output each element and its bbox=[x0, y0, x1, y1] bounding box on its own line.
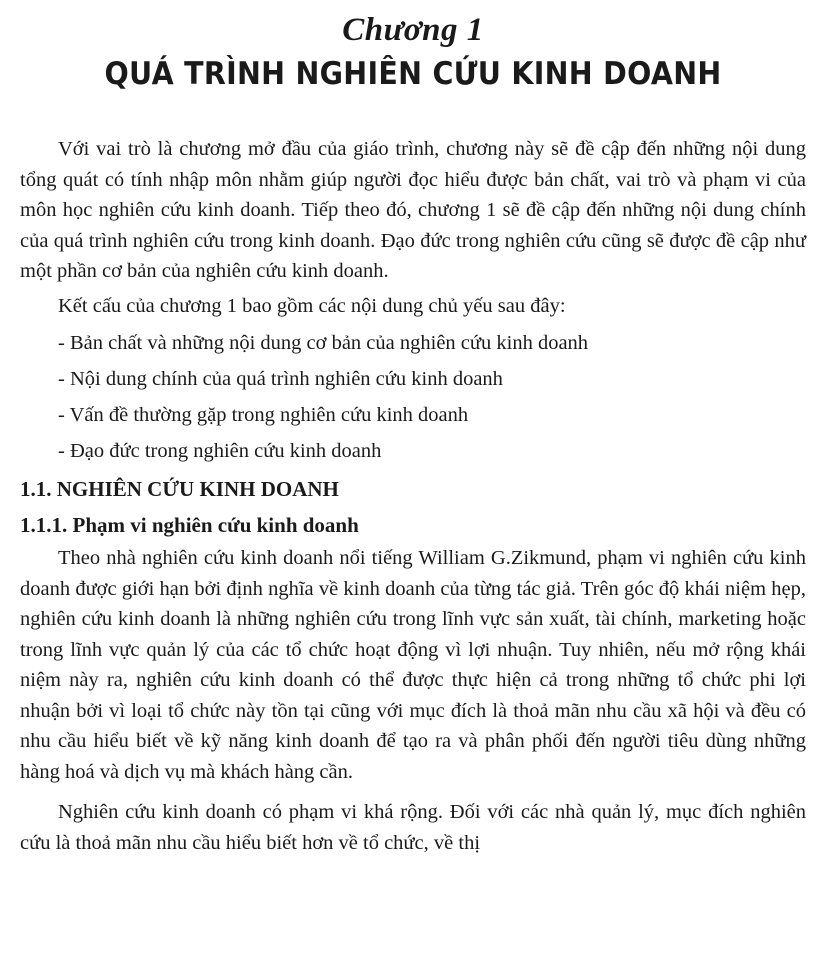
section-heading: 1.1. NGHIÊN CỨU KINH DOANH bbox=[20, 477, 339, 501]
structure-intro: Kết cấu của chương 1 bao gồm các nội dung chủ yếu sau đây: bbox=[58, 294, 566, 317]
scope-paragraph-continued: Nghiên cứu kinh doanh có phạm vi khá rộng. Đối với các nhà quản lý, mục đích nghiên cứu là thoả mãn nhu cầu hiểu biết hơn về tổ chức, về thị bbox=[20, 801, 806, 854]
topic-item: - Đạo đức trong nghiên cứu kinh doanh bbox=[58, 440, 382, 462]
topic-item: - Nội dung chính của quá trình nghiên cứu kinh doanh bbox=[58, 368, 503, 390]
topic-item: - Vấn đề thường gặp trong nghiên cứu kinh doanh bbox=[58, 404, 469, 426]
chapter-title: QUÁ TRÌNH NGHIÊN CỨU KINH DOANH bbox=[104, 56, 722, 92]
topic-item: - Bản chất và những nội dung cơ bản của nghiên cứu kinh doanh bbox=[58, 332, 589, 354]
chapter-number: Chương 1 bbox=[342, 12, 484, 48]
intro-paragraph: Với vai trò là chương mở đầu của giáo trình, chương này sẽ đề cập đến những nội dung tổng quát có tính nhập môn nhằm giúp người đọc hiểu được bản chất, vai trò và phạm vi của môn học nghiên cứu kinh doanh. Tiếp theo đó, chương 1 sẽ đề cập đến những nội dung chính của quá trình nghiên cứu trong kinh doanh. Đạo đức trong nghiên cứu cũng sẽ được đề cập như một phần cơ bản của nghiên cứu kinh doanh. bbox=[20, 138, 806, 282]
subsection-heading: 1.1.1. Phạm vi nghiên cứu kinh doanh bbox=[20, 513, 359, 537]
page-body bbox=[20, 134, 806, 858]
topic-list bbox=[20, 325, 806, 469]
scope-paragraph: Theo nhà nghiên cứu kinh doanh nổi tiếng William G.Zikmund, phạm vi nghiên cứu kinh doanh được giới hạn bởi định nghĩa về kinh doanh của từng tác giả. Trên góc độ khái niệm hẹp, nghiên cứu kinh doanh là những nghiên cứu trong lĩnh vực sản xuất, tài chính, marketing hoặc trong lĩnh vực quản lý của các tổ chức hoạt động vì lợi nhuận. Tuy nhiên, nếu mở rộng khái niệm này ra, nghiên cứu kinh doanh có thể được thực hiện cả trong những tổ chức phi lợi nhuận bởi vì loại tổ chức này tồn tại cũng với mục đích là thoả mãn nhu cầu xã hội và đều có nhu cầu hiểu biết về kỹ năng kinh doanh để tạo ra và phân phối đến người tiêu dùng những hàng hoá và dịch vụ mà khách hàng cần. bbox=[20, 547, 806, 783]
